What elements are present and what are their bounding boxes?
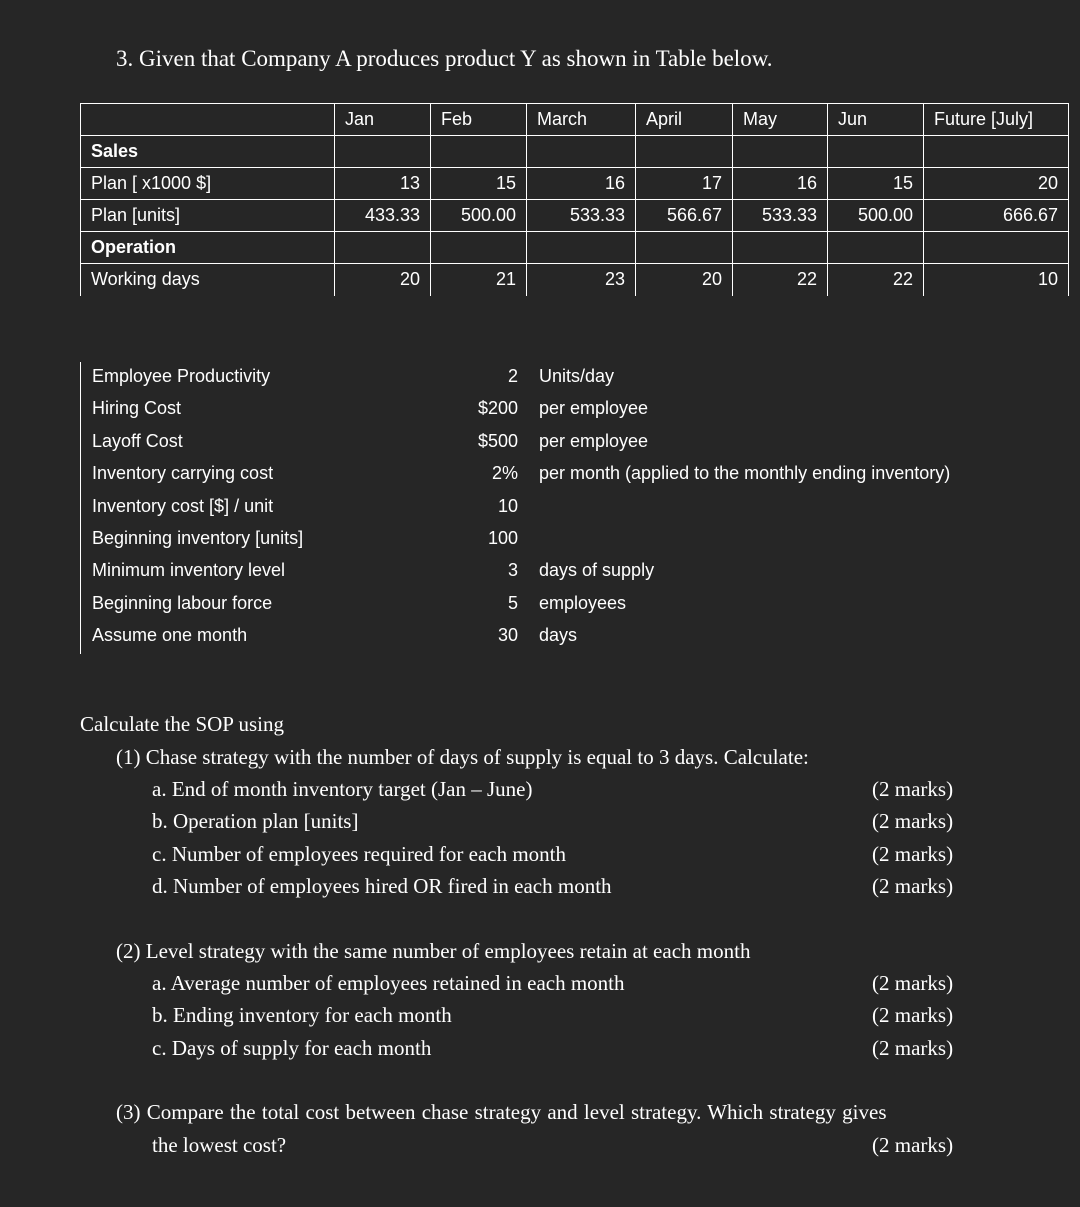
table-cell: 17 bbox=[636, 168, 733, 200]
table-cell: 433.33 bbox=[335, 200, 431, 232]
parameter-unit: days of supply bbox=[539, 560, 655, 581]
table-cell: 20 bbox=[636, 264, 733, 296]
q2-item-a: a. Average number of employees retained in each month bbox=[152, 971, 625, 995]
table-cell: 13 bbox=[335, 168, 431, 200]
q2-item-a-marks: (2 marks) bbox=[872, 971, 954, 995]
table-row-plan-units bbox=[81, 200, 1069, 232]
parameter-value: 10 bbox=[497, 495, 518, 516]
table-cell: 20 bbox=[335, 264, 431, 296]
parameter-value: 2% bbox=[491, 463, 518, 484]
parameter-label: Minimum inventory level bbox=[92, 560, 286, 581]
q2-item-b-marks: (2 marks) bbox=[872, 1003, 954, 1027]
row-label: Operation bbox=[81, 232, 335, 264]
table-cell: 20 bbox=[924, 168, 1069, 200]
table-cell bbox=[733, 136, 828, 168]
parameter-label: Hiring Cost bbox=[92, 398, 182, 419]
table-row-operation bbox=[81, 232, 1069, 264]
table-row-working-days bbox=[81, 264, 1069, 296]
header-cell-march: March bbox=[527, 104, 636, 136]
parameter-value: 100 bbox=[487, 527, 518, 548]
header-cell-may: May bbox=[733, 104, 828, 136]
header-cell-jun: Jun bbox=[828, 104, 924, 136]
table-cell bbox=[527, 136, 636, 168]
row-label: Plan [units] bbox=[81, 200, 335, 232]
table-cell bbox=[828, 232, 924, 264]
parameter-unit: per month (applied to the monthly ending inventory) bbox=[539, 463, 951, 484]
parameter-unit: per employee bbox=[539, 430, 649, 451]
table-cell bbox=[335, 136, 431, 168]
sales-operation-table bbox=[80, 103, 1069, 296]
table-cell bbox=[636, 232, 733, 264]
table-cell: 500.00 bbox=[431, 200, 527, 232]
parameter-value: 2 bbox=[507, 366, 518, 386]
parameter-unit: days bbox=[539, 625, 578, 646]
table-cell: 22 bbox=[828, 264, 924, 296]
table-cell bbox=[733, 232, 828, 264]
q1-item-b-marks: (2 marks) bbox=[872, 809, 954, 833]
table-cell bbox=[636, 136, 733, 168]
parameter-label: Beginning labour force bbox=[92, 592, 273, 613]
table-cell: 500.00 bbox=[828, 200, 924, 232]
q2-item-b: b. Ending inventory for each month bbox=[152, 1003, 452, 1027]
parameter-label: Layoff Cost bbox=[92, 430, 183, 451]
table-row-sales bbox=[81, 136, 1069, 168]
row-label: Sales bbox=[81, 136, 335, 168]
parameter-value: 3 bbox=[507, 560, 518, 581]
table-cell: 22 bbox=[733, 264, 828, 296]
parameter-value: 30 bbox=[497, 625, 518, 646]
q1-item-a: a. End of month inventory target (Jan – June) bbox=[152, 777, 533, 801]
q1-item-c-marks: (2 marks) bbox=[872, 842, 954, 866]
q2-item-c-marks: (2 marks) bbox=[872, 1036, 954, 1060]
q1-heading: (1) Chase strategy with the number of days of supply is equal to 3 days. Calculate: bbox=[116, 745, 809, 769]
header-cell-feb: Feb bbox=[431, 104, 527, 136]
parameters-list bbox=[80, 362, 951, 654]
q1-item-b: b. Operation plan [units] bbox=[152, 809, 359, 833]
parameter-label: Inventory cost [$] / unit bbox=[92, 495, 274, 516]
table-cell: 16 bbox=[527, 168, 636, 200]
parameter-label: Employee Productivity bbox=[92, 366, 271, 386]
table-row-plan-dollars bbox=[81, 168, 1069, 200]
table-cell: 15 bbox=[431, 168, 527, 200]
q3-line1: (3) Compare the total cost between chase strategy and level strategy. Which strategy gives bbox=[116, 1100, 887, 1124]
parameter-label: Inventory carrying cost bbox=[92, 463, 274, 484]
parameter-label: Beginning inventory [units] bbox=[92, 527, 304, 548]
table-cell bbox=[527, 232, 636, 264]
table-cell bbox=[431, 232, 527, 264]
parameter-unit: employees bbox=[539, 592, 627, 613]
table-cell: 15 bbox=[828, 168, 924, 200]
table-cell: 533.33 bbox=[527, 200, 636, 232]
table-cell: 10 bbox=[924, 264, 1069, 296]
row-label: Plan [ x1000 $] bbox=[81, 168, 335, 200]
table-cell bbox=[335, 232, 431, 264]
parameter-unit: per employee bbox=[539, 398, 649, 419]
table-cell: 533.33 bbox=[733, 200, 828, 232]
q1-item-a-marks: (2 marks) bbox=[872, 777, 954, 801]
parameter-value: 5 bbox=[507, 592, 518, 613]
header-cell bbox=[81, 104, 335, 136]
table-cell bbox=[431, 136, 527, 168]
parameter-value: $200 bbox=[477, 398, 518, 419]
q2-heading: (2) Level strategy with the same number of employees retain at each month bbox=[116, 939, 751, 963]
table-header-row bbox=[81, 104, 1069, 136]
header-cell-july: Future [July] bbox=[924, 104, 1069, 136]
parameter-label: Assume one month bbox=[92, 625, 248, 646]
table-cell bbox=[924, 136, 1069, 168]
table-cell: 566.67 bbox=[636, 200, 733, 232]
q2-item-c: c. Days of supply for each month bbox=[152, 1036, 432, 1060]
table-cell: 23 bbox=[527, 264, 636, 296]
q3-line2: the lowest cost? bbox=[152, 1133, 287, 1157]
questions-intro: Calculate the SOP using bbox=[80, 712, 284, 736]
q1-item-d-marks: (2 marks) bbox=[872, 874, 954, 898]
header-cell-jan: Jan bbox=[335, 104, 431, 136]
table-cell bbox=[828, 136, 924, 168]
parameter-value: $500 bbox=[477, 430, 518, 451]
q1-item-d: d. Number of employees hired OR fired in each month bbox=[152, 874, 612, 898]
q1-item-c: c. Number of employees required for each month bbox=[152, 842, 567, 866]
table-cell bbox=[924, 232, 1069, 264]
header-cell-april: April bbox=[636, 104, 733, 136]
table-cell: 21 bbox=[431, 264, 527, 296]
table-cell: 16 bbox=[733, 168, 828, 200]
question-title: 3. Given that Company A produces product Y as shown in Table below. bbox=[116, 46, 773, 71]
row-label: Working days bbox=[81, 264, 335, 296]
q3-marks: (2 marks) bbox=[872, 1133, 954, 1157]
table-cell: 666.67 bbox=[924, 200, 1069, 232]
parameter-unit: Units/day bbox=[539, 366, 615, 386]
